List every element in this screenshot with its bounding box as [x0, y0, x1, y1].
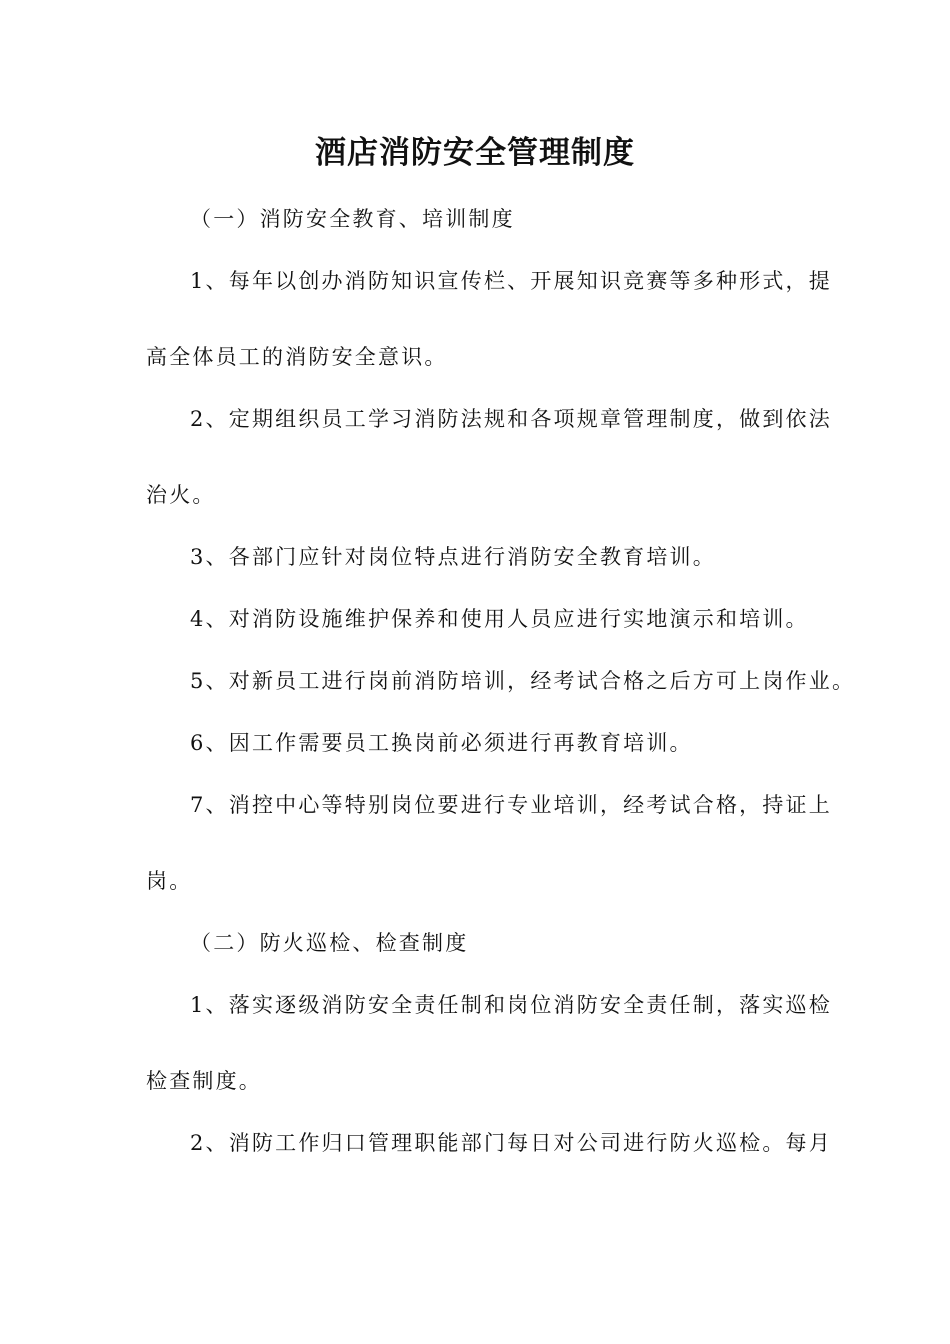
- paragraph-line: 治火。: [146, 483, 216, 507]
- paragraph-line: 检查制度。: [146, 1069, 262, 1093]
- paragraph-line: 2、消防工作归口管理职能部门每日对公司进行防火巡检。每月: [190, 1131, 832, 1155]
- paragraph-line: 2、定期组织员工学习消防法规和各项规章管理制度，做到依法: [190, 407, 832, 431]
- paragraph-line: 4、对消防设施维护保养和使用人员应进行实地演示和培训。: [190, 607, 809, 631]
- document-title: 酒店消防安全管理制度: [315, 135, 635, 171]
- paragraph-line: 1、落实逐级消防安全责任制和岗位消防安全责任制，落实巡检: [190, 993, 832, 1017]
- section-heading-education: （一）消防安全教育、培训制度: [190, 207, 515, 231]
- paragraph-line: 7、消控中心等特别岗位要进行专业培训，经考试合格，持证上: [190, 793, 832, 817]
- section-heading-inspection: （二）防火巡检、检查制度: [190, 931, 469, 955]
- paragraph-line: 1、每年以创办消防知识宣传栏、开展知识竞赛等多种形式，提: [190, 269, 832, 293]
- paragraph-line: 3、各部门应针对岗位特点进行消防安全教育培训。: [190, 545, 716, 569]
- paragraph-line: 5、对新员工进行岗前消防培训，经考试合格之后方可上岗作业。: [190, 669, 856, 693]
- paragraph-line: 岗。: [146, 869, 193, 893]
- paragraph-line: 6、因工作需要员工换岗前必须进行再教育培训。: [190, 731, 693, 755]
- paragraph-line: 高全体员工的消防安全意识。: [146, 345, 448, 369]
